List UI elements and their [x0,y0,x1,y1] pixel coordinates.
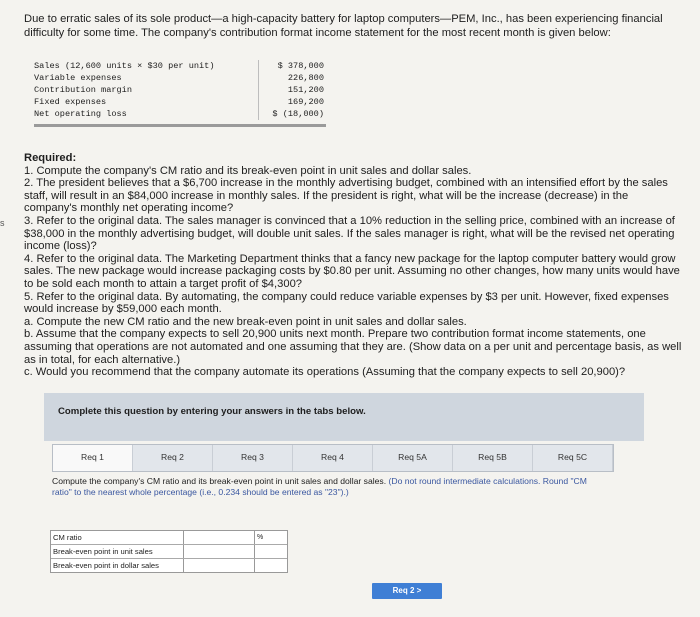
income-value: 226,800 [258,72,326,84]
unit-label: % [255,531,287,544]
income-statement [34,60,326,120]
cm-ratio-input[interactable] [184,531,255,544]
complete-question-banner [44,393,644,441]
required-item: c. Would you recommend that the company automate its operations (Assuming that the company expects to sell 20,900)? [24,366,626,379]
req-tabs [52,444,614,472]
tab-req-5a[interactable]: Req 5A [373,445,453,471]
instruction-note: (Do not round intermediate calculations. Round "CM ratio" to the nearest whole percentage (i.e., 0.234 should be entered as "23").) [52,476,587,497]
row-label: Break-even point in unit sales [51,545,184,558]
required-item: 3. Refer to the original data. The sales manager is convinced that a 10% reduction in the selling price, combined with an increase of $38,000 in the monthly advertising budget, will double unit sales. If the sales manager is right, what will be the revised net operating income (loss)? [24,214,675,253]
income-label: Contribution margin [34,85,132,95]
income-row [34,96,326,108]
required-item: a. Compute the new CM ratio and the new break-even point in unit sales and dollar sales. [24,315,467,328]
income-value: 151,200 [258,84,326,96]
income-row [34,108,326,120]
row-label: CM ratio [51,531,184,544]
next-req-2-button[interactable]: Req 2 > [372,583,442,599]
income-label: Fixed expenses [34,97,107,107]
income-label: Sales (12,600 units × $30 per unit) [34,61,215,71]
answer-table [50,530,288,573]
tab-req-3[interactable]: Req 3 [213,445,293,471]
income-label: Net operating loss [34,109,127,119]
required-heading: Required: [24,152,77,164]
income-value: $ 378,000 [258,60,326,72]
income-row [34,60,326,72]
table-row [51,531,287,545]
table-row [51,559,287,572]
income-label: Variable expenses [34,73,122,83]
complete-prompt: Complete this question by entering your answers in the tabs below. [58,406,366,417]
table-row [51,545,287,559]
required-item: 1. Compute the company's CM ratio and its break-even point in unit sales and dollar sales. [24,164,472,177]
side-mark: s [0,218,5,228]
unit-label [255,559,287,572]
unit-label [255,545,287,558]
tab-req-1[interactable]: Req 1 [53,445,133,471]
tab-req-5b[interactable]: Req 5B [453,445,533,471]
income-row [34,84,326,96]
problem-intro: Due to erratic sales of its sole product—a high-capacity battery for laptop computers—PEM, Inc., has been experiencing financial difficulty for some time. The company's contribution format income statement for the most recent month is given below: [24,13,663,39]
required-section [24,152,684,379]
income-value: 169,200 [258,96,326,108]
income-value: $ (18,000) [258,108,326,120]
row-label: Break-even point in dollar sales [51,559,184,572]
required-item: 5. Refer to the original data. By automating, the company could reduce variable expenses by $3 per unit. However, fixed expenses would increase by $59,000 each month. [24,290,669,316]
tab-req-2[interactable]: Req 2 [133,445,213,471]
tab-req-4[interactable]: Req 4 [293,445,373,471]
instruction [52,476,607,498]
required-item: b. Assume that the company expects to sell 20,900 units next month. Prepare two contribution format income statements, one assuming that operations are not automated and one assuming that they are. (Show data on a per unit and percentage basis, as well as in total, for each alternative.) [24,328,682,366]
required-item: 2. The president believes that a $6,700 increase in the monthly advertising budget, combined with an intensified effort by the sales staff, will result in an $84,000 increase in monthly sales. If the president is right, what will be the increase (decrease) in the company's monthly net operating income? [24,177,668,215]
breakeven-dollars-input[interactable] [184,559,255,572]
breakeven-units-input[interactable] [184,545,255,558]
income-row [34,72,326,84]
divider [34,124,326,127]
tab-req-5c[interactable]: Req 5C [533,445,613,471]
required-item: 4. Refer to the original data. The Marketing Department thinks that a fancy new package for the laptop computer battery would grow sales. The new package would increase packaging costs by $0.80 per unit. Assuming no other changes, how many units would have to be sold each month to attain a target profit of $4,300? [24,252,680,290]
instruction-main: Compute the company's CM ratio and its break-even point in unit sales and dollar sales. [52,476,387,486]
